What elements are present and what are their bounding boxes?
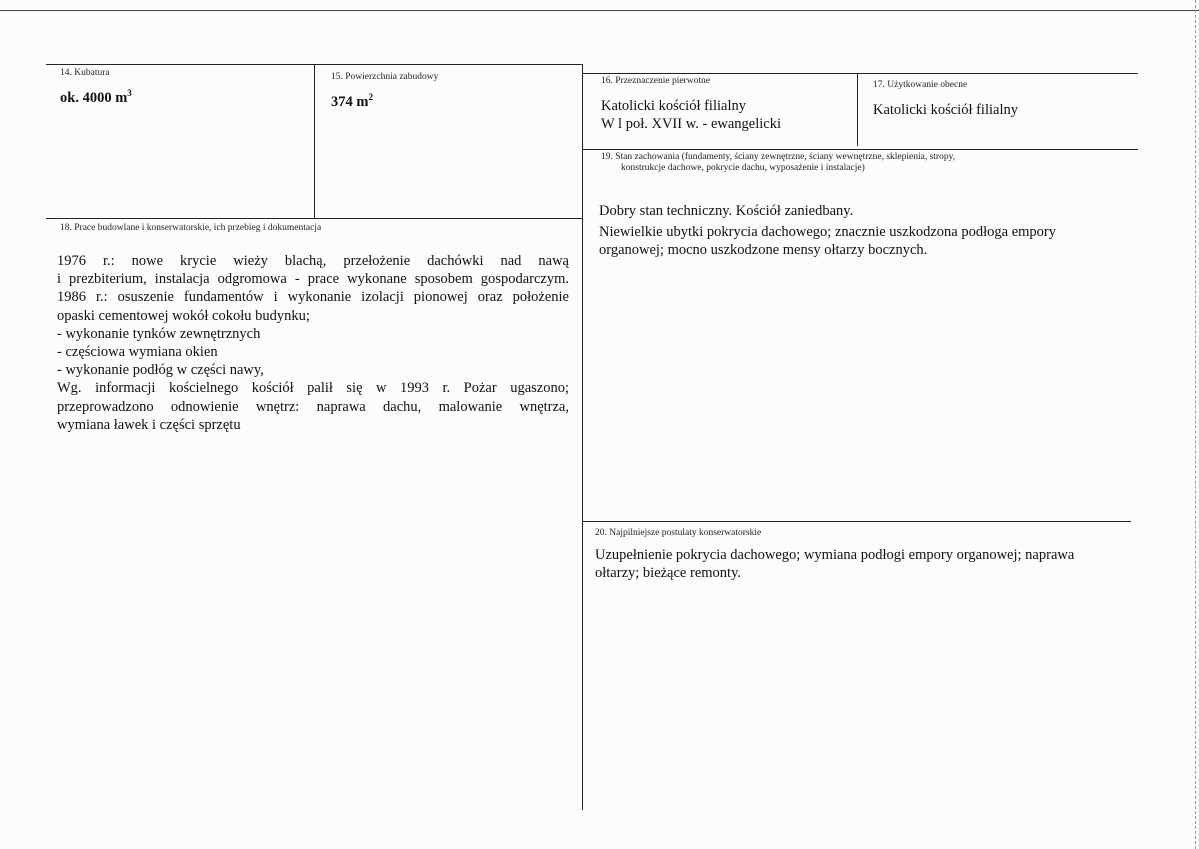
divider-16-17	[857, 73, 858, 146]
field-value-uzytkowanie: Katolicki kościół filialny	[873, 102, 1018, 118]
field-label-kubatura: 14. Kubatura	[60, 68, 110, 78]
border-above-20	[583, 521, 1131, 522]
field-value-prace	[57, 252, 569, 434]
main-column-divider	[582, 64, 583, 810]
prace-line: opaski cementowej wokół cokołu budynku;	[57, 307, 310, 324]
divider-14-15	[314, 64, 315, 218]
stan-line: Niewielkie ubytki pokrycia dachowego; znacznie uszkodzona podłoga empory	[599, 224, 1056, 241]
row-top-border-right	[583, 73, 1138, 74]
kubatura-unit-exponent: 3	[127, 88, 132, 99]
prace-line: przeprowadzono odnowienie wnętrz: naprawa dachu, malowanie wnętrza,	[57, 398, 569, 415]
border-above-18	[46, 218, 583, 219]
prace-line: 1976 r.: nowe krycie wieży blachą, przełożenie dachówki nad nawą	[57, 253, 569, 269]
field-label-stan-line1: 19. Stan zachowania (fundamenty, ściany zewnętrzne, ściany wewnętrzne, sklepienia, stropy,	[601, 152, 956, 162]
powierzchnia-unit-exponent: 2	[368, 92, 373, 103]
kubatura-value-text: ok. 4000 m	[60, 90, 128, 106]
page-top-edge	[0, 10, 1199, 11]
field-label-uzytkowanie: 17. Użytkowanie obecne	[873, 80, 968, 90]
powierzchnia-value-text: 374 m	[331, 94, 369, 110]
postulaty-line: Uzupełnienie pokrycia dachowego; wymiana podłogi empory organowej; naprawa	[595, 547, 1075, 563]
postulaty-line: ołtarzy; bieżące remonty.	[595, 565, 741, 582]
field-label-stan-line2: konstrukcje dachowe, pokrycie dachu, wyposażenie i instalacje)	[621, 163, 865, 173]
field-label-postulaty: 20. Najpilniejsze postulaty konserwatorskie	[595, 528, 762, 538]
field-label-powierzchnia: 15. Powierzchnia zabudowy	[331, 72, 439, 82]
prace-line: - częściowa wymiana okien	[57, 344, 218, 361]
prace-line: wymiana ławek i części sprzętu	[57, 416, 241, 433]
przeznaczenie-line: W l poł. XVII w. - ewangelicki	[601, 116, 781, 133]
border-above-19	[583, 149, 1138, 150]
field-label-prace: 18. Prace budowlane i konserwatorskie, ich przebieg i dokumentacja	[60, 223, 322, 233]
prace-line: Wg. informacji kościelnego kościół palił się w 1993 r. Pożar ugaszono;	[57, 380, 569, 397]
field-value-stan	[599, 202, 1056, 260]
stan-line: Dobry stan techniczny. Kościół zaniedbany.	[599, 203, 854, 219]
field-label-przeznaczenie: 16. Przeznaczenie pierwotne	[601, 76, 710, 86]
page-right-edge	[1195, 0, 1196, 849]
prace-line: - wykonanie podłóg w części nawy,	[57, 362, 264, 379]
stan-line: organowej; mocno uszkodzone mensy ołtarzy bocznych.	[599, 242, 928, 259]
field-value-postulaty	[595, 546, 1074, 582]
field-value-powierzchnia	[331, 93, 373, 111]
prace-line: 1986 r.: osuszenie fundamentów i wykonanie izolacji pionowej oraz położenie	[57, 289, 569, 306]
field-value-przeznaczenie	[601, 97, 781, 133]
prace-line: i prezbiterium, instalacja odgromowa - prace wykonane sposobem gospodarczym.	[57, 271, 569, 288]
field-value-kubatura	[60, 89, 132, 107]
przeznaczenie-line: Katolicki kościół filialny	[601, 98, 746, 114]
prace-line: - wykonanie tynków zewnętrznych	[57, 325, 261, 342]
